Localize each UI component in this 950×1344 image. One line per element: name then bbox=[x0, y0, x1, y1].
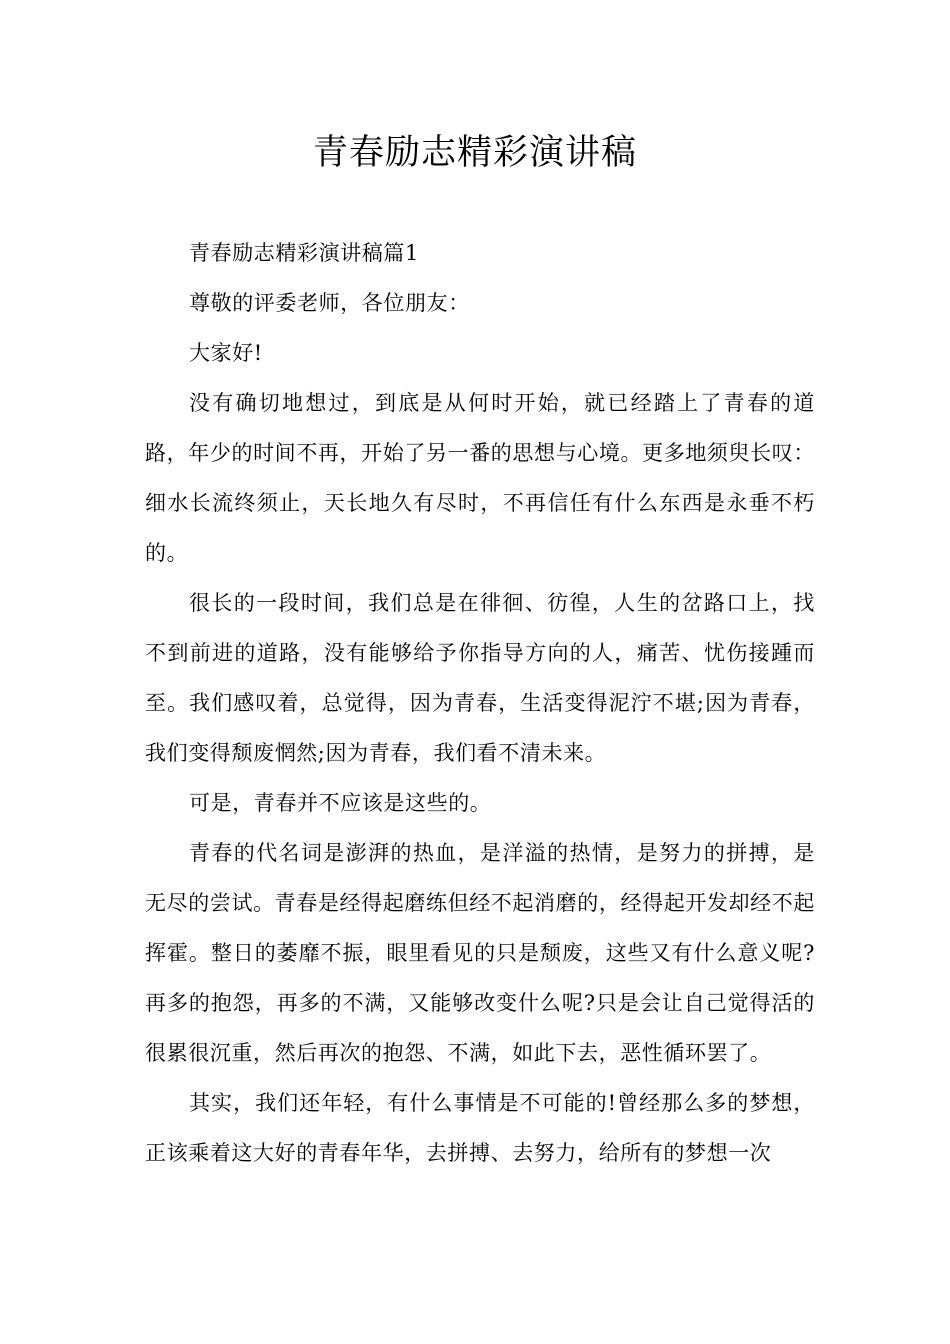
section-heading: 青春励志精彩演讲稿篇1 bbox=[189, 241, 419, 265]
paragraph: 青春的代名词是澎湃的热血，是洋溢的热情，是努力的拼搏，是无尽的尝试。青春是经得起磨练但经不起消磨的，经得起开发却经不起挥霍。整日的萎靡不振，眼里看见的只是颓废，这些又有什么意义呢?再多的抱怨，再多的不满，又能够改变什么呢?只是会让自己觉得活的很累很沉重，然后再次的抱怨、不满，如此下去，恶性循环罢了。 bbox=[145, 841, 815, 1065]
paragraph: 没有确切地想过，到底是从何时开始，就已经踏上了青春的道路，年少的时间不再，开始了另一番的思想与心境。更多地须臾长叹：细水长流终须止，天长地久有尽时，不再信任有什么东西是永垂不朽的。 bbox=[145, 391, 815, 565]
greeting: 大家好! bbox=[189, 341, 263, 365]
paragraph: 其实，我们还年轻，有什么事情是不可能的!曾经那么多的梦想，正该乘着这大好的青春年华，去拼搏、去努力，给所有的梦想一次 bbox=[145, 1091, 815, 1165]
document-body bbox=[145, 228, 815, 1178]
paragraph: 可是，青春并不应该是这些的。 bbox=[189, 791, 492, 815]
document-title: 青春励志精彩演讲稿 bbox=[312, 133, 637, 173]
paragraph: 很长的一段时间，我们总是在徘徊、彷徨，人生的岔路口上，找不到前进的道路，没有能够给予你指导方向的人，痛苦、忧伤接踵而至。我们感叹着，总觉得，因为青春，生活变得泥泞不堪;因为青春，我们变得颓废惘然;因为青春，我们看不清未来。 bbox=[145, 591, 815, 765]
salutation: 尊敬的评委老师，各位朋友： bbox=[189, 291, 470, 315]
